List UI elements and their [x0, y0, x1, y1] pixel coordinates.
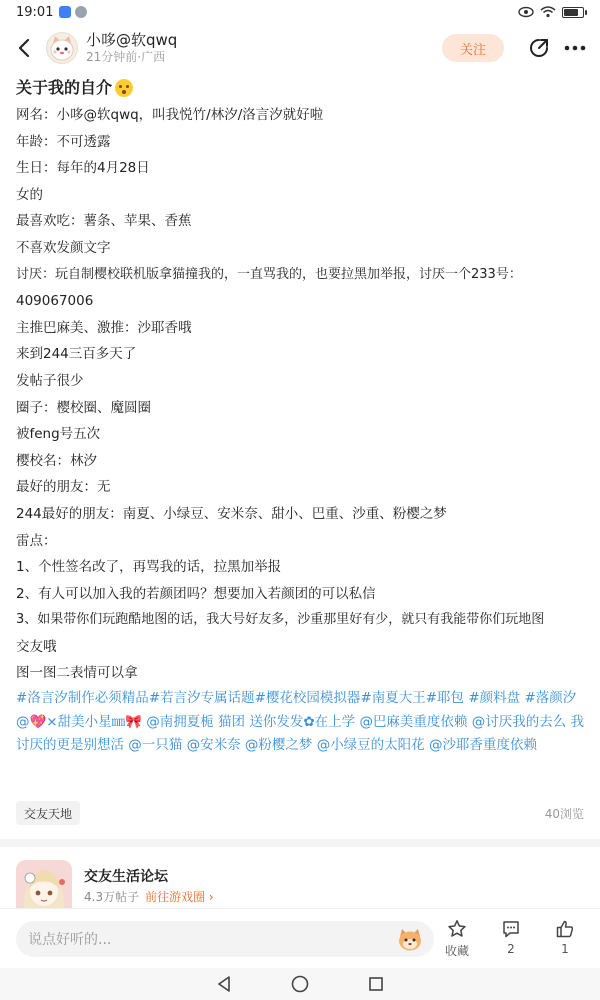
wifi-icon — [540, 6, 556, 18]
chat-notification-icon — [75, 6, 87, 18]
post-title — [16, 74, 586, 102]
battery-icon — [562, 7, 584, 18]
post-tags — [16, 687, 586, 758]
post-title-text: 关于我的自介 — [16, 78, 113, 97]
topic-tag[interactable]: #樱花校园模拟器 — [254, 690, 361, 707]
post-line: 圈子：樱校圈、魔圆圈 — [16, 399, 151, 416]
back-button[interactable] — [12, 36, 36, 60]
go-to-circle-link[interactable]: 前往游戏圈 › — [145, 890, 214, 904]
topic-chip[interactable]: 交友天地 — [16, 801, 80, 825]
topic-tag[interactable]: #若言汐专属话题 — [148, 690, 255, 707]
post-line: 409067006 — [16, 293, 94, 310]
topic-tag[interactable]: #洛言汐制作必须精品 — [16, 690, 149, 707]
nav-back-button[interactable] — [214, 974, 234, 994]
forum-post-count: 4.3万帖子 — [84, 890, 140, 904]
post-line: 图一图二表情可以拿 — [16, 665, 138, 682]
chevron-left-icon — [17, 38, 31, 58]
mention-link[interactable]: @一只猫 — [128, 737, 183, 754]
favorite-button[interactable] — [438, 918, 476, 959]
post-line: 来到244三百多天了 — [16, 346, 137, 363]
system-nav-bar — [0, 968, 600, 1000]
post-line: 生日：每年的4月28日 — [16, 160, 150, 177]
post-content — [16, 74, 586, 758]
nav-recents-button[interactable] — [366, 974, 386, 994]
post-line: 交友哦 — [16, 638, 57, 655]
more-dots-icon — [564, 45, 586, 51]
favorite-label: 收藏 — [444, 944, 469, 958]
post-line: 1、个性签名改了，再骂我的话，拉黑加举报 — [16, 559, 282, 576]
post-footer — [16, 801, 584, 825]
post-line: 最好的朋友：无 — [16, 479, 111, 496]
status-time: 19:01 — [16, 4, 54, 20]
post-line: 主推巴麻美、激推：沙耶香哦 — [16, 319, 192, 336]
square-recents-icon — [368, 976, 384, 992]
mention-link[interactable]: @粉樱之梦 — [244, 737, 313, 754]
post-line: 发帖子很少 — [16, 372, 84, 389]
status-bar — [0, 0, 600, 24]
eye-icon — [518, 6, 534, 18]
share-icon — [528, 37, 550, 59]
anime-girl-avatar-icon — [16, 860, 72, 910]
post-header — [0, 26, 600, 70]
post-line: 2、有人可以加入我的若颜团吗？想要加入若颜团的可以私信 — [16, 585, 376, 602]
post-line: 年龄：不可透露 — [16, 133, 111, 150]
post-line: 不喜欢发颜文字 — [16, 239, 111, 256]
nav-home-button[interactable] — [290, 974, 310, 994]
thumbs-up-icon — [555, 919, 575, 939]
star-icon — [447, 919, 467, 939]
comment-input[interactable] — [16, 921, 434, 957]
comment-placeholder: 说点好听的... — [28, 931, 112, 948]
post-body — [16, 102, 586, 687]
author-name[interactable]: 小哆@软qwq — [86, 31, 178, 49]
post-line: 被feng号五次 — [16, 426, 101, 443]
post-line: 244最好的朋友：南夏、小绿豆、安米奈、甜小、巴重、沙重、粉樱之梦 — [16, 505, 447, 522]
post-line: 雷点： — [16, 532, 57, 549]
mention-link[interactable]: @安米奈 — [186, 737, 241, 754]
section-divider — [0, 839, 600, 847]
author-avatar[interactable] — [46, 32, 78, 64]
view-count: 40浏览 — [544, 806, 584, 821]
hushed-face-emoji-icon — [115, 79, 133, 97]
mention-link[interactable]: @南拥夏栀 猫团 送你发发✿在上学 — [146, 713, 356, 730]
comment-icon — [501, 919, 521, 939]
topic-tag[interactable]: #南夏大王 — [360, 690, 426, 707]
post-line: 樱校名：林汐 — [16, 452, 97, 469]
app-notification-icon — [59, 6, 71, 18]
circle-home-icon — [291, 975, 309, 993]
forum-name: 交友生活论坛 — [84, 869, 168, 885]
forum-avatar — [16, 860, 72, 910]
forum-card[interactable] — [16, 860, 586, 910]
mention-link[interactable]: @巴麻美重度依赖 — [359, 713, 468, 730]
like-count: 1 — [561, 942, 569, 956]
topic-tag[interactable]: #落颜汐 — [524, 690, 577, 707]
cat-avatar-icon — [47, 33, 77, 63]
forum-meta — [84, 887, 214, 907]
post-line: 网名：小哆@软qwq，叫我悦竹/林汐/洛言汐就好啦 — [16, 107, 324, 123]
mention-link[interactable]: @沙耶香重度依赖 — [428, 737, 537, 754]
mention-link[interactable]: @💖×甜美小星㎜🎀 — [16, 713, 142, 730]
mention-link[interactable]: @小绿豆的太阳花 — [316, 737, 425, 754]
post-line: 女的 — [16, 186, 43, 203]
topic-tag[interactable]: #耶包 — [425, 690, 465, 707]
triangle-back-icon — [216, 975, 232, 993]
sticker-emoji-icon[interactable] — [396, 925, 424, 953]
follow-button[interactable]: 关注 — [442, 34, 504, 62]
comment-count: 2 — [507, 942, 515, 956]
more-button[interactable] — [562, 35, 588, 61]
post-line: 讨厌：玩自制樱校联机版拿猫撞我的，一直骂我的，也要拉黑加举报，讨厌一个233号： — [16, 266, 522, 282]
post-line: 最喜欢吃：薯条、苹果、香蕉 — [16, 213, 192, 230]
topic-tag[interactable]: #颜料盘 — [468, 690, 521, 707]
like-button[interactable] — [546, 918, 584, 959]
post-time-location: 21分钟前·广西 — [86, 50, 166, 64]
comment-button[interactable] — [492, 918, 530, 959]
bottom-comment-bar — [0, 908, 600, 968]
mention-link[interactable]: @讨厌我的去么 我讨厌的更是别想活 — [16, 713, 585, 754]
share-button[interactable] — [526, 35, 552, 61]
post-line: 3、如果带你们玩跑酷地图的话，我大号好友多，沙重那里好有少，就只有我能带你们玩地图 — [16, 612, 545, 628]
